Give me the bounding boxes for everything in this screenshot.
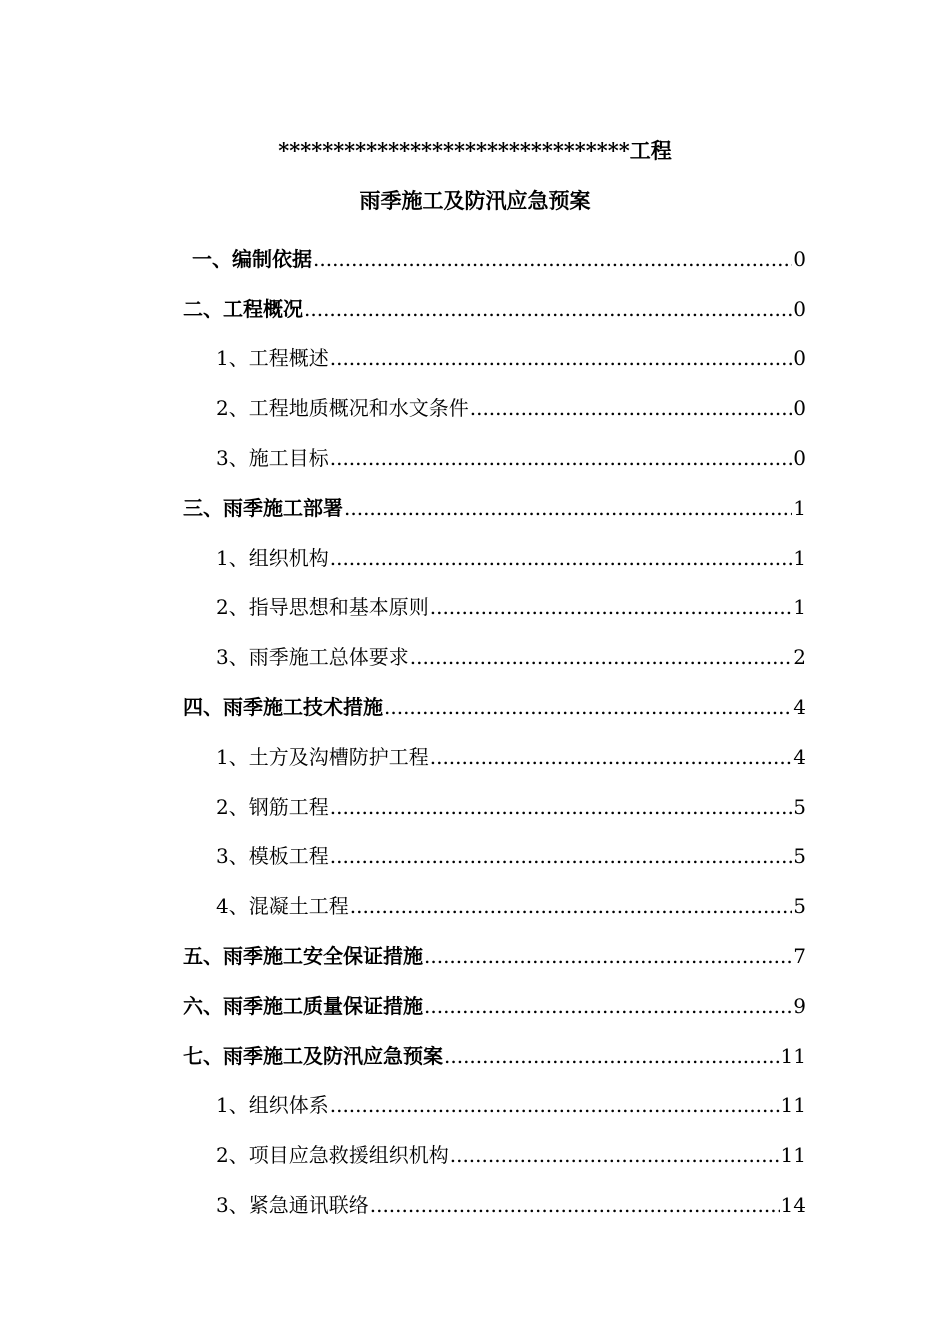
toc-entry[interactable] xyxy=(0,1031,950,1081)
toc-entry[interactable] xyxy=(0,433,950,483)
project-title: ********************************工程 xyxy=(278,138,672,163)
toc-dot-leader xyxy=(424,941,792,971)
toc-entry[interactable] xyxy=(0,981,950,1031)
toc-dot-leader xyxy=(304,294,792,324)
toc-dot-leader xyxy=(350,891,793,921)
toc-entry-title: 1、组织体系 xyxy=(216,1093,329,1118)
toc-entry[interactable] xyxy=(0,334,950,384)
toc-entry[interactable] xyxy=(0,583,950,633)
toc-dot-leader xyxy=(444,1041,780,1071)
toc-entry-title: 3、施工目标 xyxy=(216,446,329,471)
toc-page-number: 7 xyxy=(793,944,806,969)
toc-dot-leader xyxy=(410,642,793,672)
toc-dot-leader xyxy=(313,244,792,274)
toc-page-number: 4 xyxy=(793,695,806,720)
document-title: 雨季施工及防汛应急预案 xyxy=(359,188,591,213)
toc-dot-leader xyxy=(330,841,793,871)
toc-entry[interactable] xyxy=(0,383,950,433)
toc-dot-leader xyxy=(330,543,793,573)
toc-page-number: 5 xyxy=(793,794,806,819)
toc-dot-leader xyxy=(330,792,793,822)
toc-entry-title: 七、雨季施工及防汛应急预案 xyxy=(183,1043,443,1068)
toc-entry[interactable] xyxy=(0,782,950,832)
toc-entry-title: 四、雨季施工技术措施 xyxy=(183,695,383,720)
toc-entry-title: 2、工程地质概况和水文条件 xyxy=(216,396,469,421)
toc-entry[interactable] xyxy=(0,1081,950,1131)
toc-entry[interactable] xyxy=(0,732,950,782)
toc-entry[interactable] xyxy=(0,284,950,334)
toc-entry[interactable] xyxy=(0,234,950,284)
toc-page-number: 2 xyxy=(793,645,806,670)
toc-entry-title: 1、组织机构 xyxy=(216,545,329,570)
toc-entry-title: 3、雨季施工总体要求 xyxy=(216,645,409,670)
toc-entry[interactable] xyxy=(0,832,950,882)
toc-dot-leader xyxy=(430,742,793,772)
toc-entry[interactable] xyxy=(0,632,950,682)
toc-entry-title: 2、钢筋工程 xyxy=(216,794,329,819)
toc-dot-leader xyxy=(384,692,792,722)
toc-page-number: 1 xyxy=(793,545,806,570)
toc-entry-title: 五、雨季施工安全保证措施 xyxy=(183,944,423,969)
toc-dot-leader xyxy=(470,393,793,423)
toc-entry[interactable] xyxy=(0,1180,950,1230)
toc-page-number: 14 xyxy=(780,1193,806,1218)
toc-dot-leader xyxy=(424,991,792,1021)
toc-entry-title: 2、指导思想和基本原则 xyxy=(216,595,429,620)
toc-page-number: 0 xyxy=(793,396,806,421)
toc-entry[interactable] xyxy=(0,1130,950,1180)
toc-page-number: 11 xyxy=(780,1043,806,1068)
toc-page-number: 11 xyxy=(780,1093,806,1118)
toc-entry[interactable] xyxy=(0,483,950,533)
toc-entry-title: 3、紧急通讯联络 xyxy=(216,1193,369,1218)
toc-entry-title: 六、雨季施工质量保证措施 xyxy=(183,993,423,1018)
table-of-contents xyxy=(0,234,950,1230)
toc-page-number: 0 xyxy=(793,246,806,271)
toc-dot-leader xyxy=(370,1190,780,1220)
toc-entry[interactable] xyxy=(0,533,950,583)
toc-entry-title: 3、模板工程 xyxy=(216,844,329,869)
toc-page-number: 11 xyxy=(780,1143,806,1168)
toc-entry[interactable] xyxy=(0,881,950,931)
toc-dot-leader xyxy=(430,592,793,622)
toc-entry[interactable] xyxy=(0,931,950,981)
toc-entry-title: 1、工程概述 xyxy=(216,346,329,371)
toc-entry-title: 2、项目应急救援组织机构 xyxy=(216,1143,449,1168)
toc-page-number: 9 xyxy=(793,993,806,1018)
toc-page-number: 1 xyxy=(793,595,806,620)
toc-entry-title: 4、混凝土工程 xyxy=(216,894,349,919)
toc-dot-leader xyxy=(330,1090,780,1120)
toc-page-number: 1 xyxy=(793,495,806,520)
toc-page-number: 4 xyxy=(793,744,806,769)
toc-dot-leader xyxy=(344,493,792,523)
toc-dot-leader xyxy=(330,343,793,373)
toc-entry-title: 1、土方及沟槽防护工程 xyxy=(216,744,429,769)
toc-page-number: 0 xyxy=(793,296,806,321)
toc-page-number: 0 xyxy=(793,346,806,371)
toc-page-number: 0 xyxy=(793,446,806,471)
toc-entry-title: 三、雨季施工部署 xyxy=(183,495,343,520)
toc-dot-leader xyxy=(330,443,793,473)
toc-page-number: 5 xyxy=(793,894,806,919)
toc-page-number: 5 xyxy=(793,844,806,869)
toc-entry-title: 二、工程概况 xyxy=(183,296,303,321)
toc-entry-title: 一、编制依据 xyxy=(192,246,312,271)
toc-entry[interactable] xyxy=(0,682,950,732)
toc-dot-leader xyxy=(450,1140,780,1170)
